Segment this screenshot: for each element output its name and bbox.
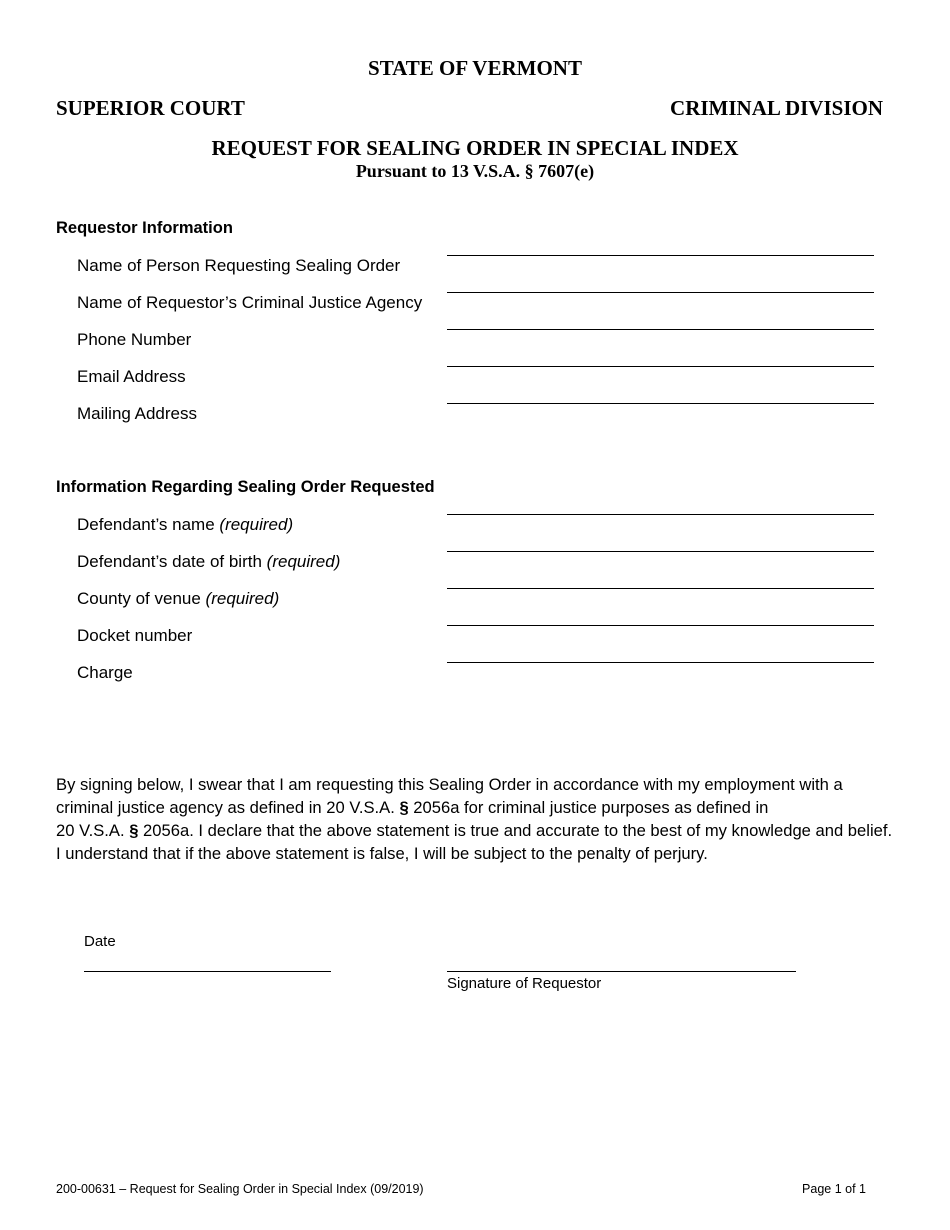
footer-page-number: Page 1 of 1 [802, 1182, 866, 1196]
declaration-text-2: 2056a for criminal justice purposes as defined in [408, 798, 769, 817]
declaration-text-4: 2056a. I declare that the above statement is true and accurate to the best of my knowledge and belief. I understand that if the above statement is false, I will be subject to the penalty of perjury. [56, 821, 893, 863]
date-label: Date [84, 933, 116, 950]
field-label-docket: Docket number [77, 626, 193, 645]
declaration-text [56, 773, 901, 865]
section-symbol: § [399, 798, 409, 817]
field-label-text: Defendant’s name [77, 515, 215, 534]
field-input-phone[interactable] [447, 329, 874, 330]
field-label-charge: Charge [77, 663, 133, 682]
field-label-text: County of venue [77, 589, 201, 608]
field-input-mailing-address[interactable] [447, 403, 874, 404]
field-label-defendant-dob [77, 552, 340, 572]
footer-form-id: 200-00631 – Request for Sealing Order in Special Index (09/2019) [56, 1182, 424, 1196]
date-input[interactable] [84, 971, 331, 972]
declaration-text-3: 20 V.S.A. [56, 821, 130, 840]
required-note: (required) [219, 515, 294, 534]
form-title: REQUEST FOR SEALING ORDER IN SPECIAL INDEX [211, 136, 739, 160]
division-name: CRIMINAL DIVISION [670, 96, 883, 120]
field-input-docket[interactable] [447, 625, 874, 626]
declaration-text-1: By signing below, I swear that I am requesting this Sealing Order in accordance with my employment with a criminal justice agency as defined in 20 V.S.A. [56, 775, 843, 817]
section-heading-requestor: Requestor Information [56, 219, 233, 237]
field-input-agency[interactable] [447, 292, 874, 293]
field-input-charge[interactable] [447, 662, 874, 663]
signature-line[interactable] [447, 971, 796, 972]
court-name: SUPERIOR COURT [56, 96, 245, 120]
field-input-county[interactable] [447, 588, 874, 589]
field-label-text: Defendant’s date of birth [77, 552, 262, 571]
field-input-defendant-dob[interactable] [447, 551, 874, 552]
form-subtitle: Pursuant to 13 V.S.A. § 7607(e) [355, 161, 595, 181]
section-heading-order: Information Regarding Sealing Order Requested [56, 478, 435, 496]
field-label-agency: Name of Requestor’s Criminal Justice Agency [77, 293, 423, 312]
required-note: (required) [205, 589, 280, 608]
field-label-email: Email Address [77, 367, 186, 386]
required-note: (required) [266, 552, 341, 571]
field-label-defendant-name [77, 515, 293, 535]
signature-label: Signature of Requestor [447, 975, 602, 992]
state-title: STATE OF VERMONT [368, 56, 582, 80]
section-symbol: § [129, 821, 139, 840]
field-input-defendant-name[interactable] [447, 514, 874, 515]
field-label-phone: Phone Number [77, 330, 192, 349]
field-label-mailing-address: Mailing Address [77, 404, 198, 423]
field-label-requestor-name: Name of Person Requesting Sealing Order [77, 256, 401, 275]
field-input-requestor-name[interactable] [447, 255, 874, 256]
field-input-email[interactable] [447, 366, 874, 367]
field-label-county [77, 589, 279, 609]
